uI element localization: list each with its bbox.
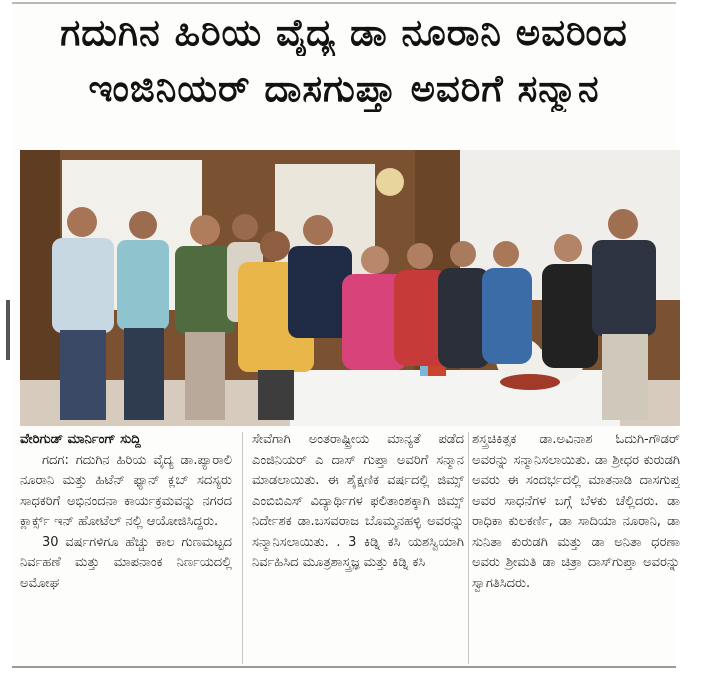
paragraph-3: ಸೇವೆಗಾಗಿ ಅಂತರಾಷ್ಟ್ರೀಯ ಮಾನ್ಯತೆ ಪಡೆದ ಎಂಜಿನಿಯರ್ ಎ ದಾಸ್ ಗುಪ್ತಾ ಅವರಿಗೆ ಸನ್ಮಾನ ಮಾಡಲಾಯಿತು. ಈ ಶೈಕ್ಷಣಿಕ ವರ್ಷದಲ್ಲಿ ಜಿಮ್ಸ್ ಎಂಬಿಬಿಎಸ್ ವಿದ್ಯಾರ್ಥಿಗಳ ಫಲಿತಾಂಶಕ್ಕಾಗಿ ಜಿಮ್ಸ್ ನಿರ್ದೇಶಕ ಡಾ.ಬಸವರಾಜ ಬೊಮ್ಮನಹಳ್ಳಿ ಅವರನ್ನು ಸನ್ಮಾನಿಸಲಾಯಿತು. . 3 ಕಿಡ್ನಿ ಕಸಿ ಯಶಸ್ವಿಯಾಗಿ ನಿರ್ವಹಿಸಿದ ಮೂತ್ರಶಾಸ್ತ್ರಜ್ಞ ಮತ್ತು ಕಿಡ್ನಿ ಕಸಿ (252, 432, 464, 570)
bottom-rule (12, 666, 676, 668)
paragraph-1: ಗದಗ: ಗದುಗಿನ ಹಿರಿಯ ವೈದ್ಯ ಡಾ.ಪ್ಯಾರಾಲಿ ನೂರಾನಿ ಮತ್ತು ಹಿಟೆನ್ ಫ್ಯಾನ್ ಕ್ಲಬ್ ಸದಸ್ಯರು ಸಾಧಕರಿಗೆ ಅಭಿನಂದನಾ ಕಾರ್ಯಕ್ರಮವನ್ನು ನಗರದ ಕ್ಲಾರ್ಕ್ಸ್ ಇನ್ ಹೋಟೆಲ್ ನಲ್ಲಿ ಆಯೋಜಿಸಿದ್ದರು. (20, 452, 232, 529)
paragraph-4: ಶಸ್ತ್ರಚಿಕಿತ್ಸಕ ಡಾ.ಅವಿನಾಶ ಓದುಗಿ-ಗೌಡರ್ ಅವರನ್ನು ಸನ್ಮಾನಿಸಲಾಯಿತು. ಡಾ ಶ್ರೀಧರ ಕುರುಡಗಿ ಅವರು ಈ ಸಂದರ್ಭದಲ್ಲಿ ಮಾತನಾಡಿ ದಾಸಗುಪ್ತ ಅವರ ಸಾಧನೆಗಳ ಬಗ್ಗೆ ಬೆಳಕು ಚೆಲ್ಲಿದರು. ಡಾ ರಾಧಿಕಾ ಕುಲಕರ್ಣಿ, ಡಾ ಸಾದಿಯಾ ನೂರಾನಿ, ಡಾ ಸುನಿತಾ ಕುರುಡಗಿ ಮತ್ತು ಡಾ ಅನಿತಾ ಧರಣಾ ಅವರು ಶ್ರೀಮತಿ ಡಾ ಚಿತ್ರಾ ದಾಸ್‌ಗುಪ್ತಾ ಅವರನ್ನು ಸ್ವಾಗತಿಸಿದರು. (472, 432, 680, 591)
article-column-3 (472, 430, 680, 666)
article-column-1 (20, 430, 232, 666)
article-column-2 (252, 430, 464, 666)
top-rule (12, 2, 676, 4)
byline: ವೇರಿಗುಡ್ ಮಾರ್ನಿಂಗ್ ಸುದ್ದಿ (20, 432, 141, 447)
chandelier (376, 168, 404, 196)
bouquet (500, 374, 560, 390)
paragraph-2: 30 ವರ್ಷಗಳಿಗೂ ಹೆಚ್ಚು ಕಾಲ ಗುಣಮಟ್ಟದ ನಿರ್ವಹಣೆ ಮತ್ತು ಮಾಪನಾಂಕ ನಿರ್ಣಯದಲ್ಲಿ ಅಮೋಘ (20, 534, 232, 591)
news-photo (20, 150, 680, 426)
column-divider (242, 432, 243, 664)
newspaper-clipping (12, 2, 680, 666)
group-photo-illustration (20, 150, 680, 426)
column-divider (468, 432, 469, 664)
page-edge-mark (6, 300, 10, 360)
headline-line-1: ಗದುಗಿನ ಹಿರಿಯ ವೈದ್ಯ ಡಾ ನೂರಾನಿ ಅವರಿಂದ (60, 11, 628, 54)
headline-line-2: ಇಂಜಿನಿಯರ್ ದಾಸಗುಪ್ತಾ ಅವರಿಗೆ ಸನ್ಮಾನ (88, 67, 600, 110)
